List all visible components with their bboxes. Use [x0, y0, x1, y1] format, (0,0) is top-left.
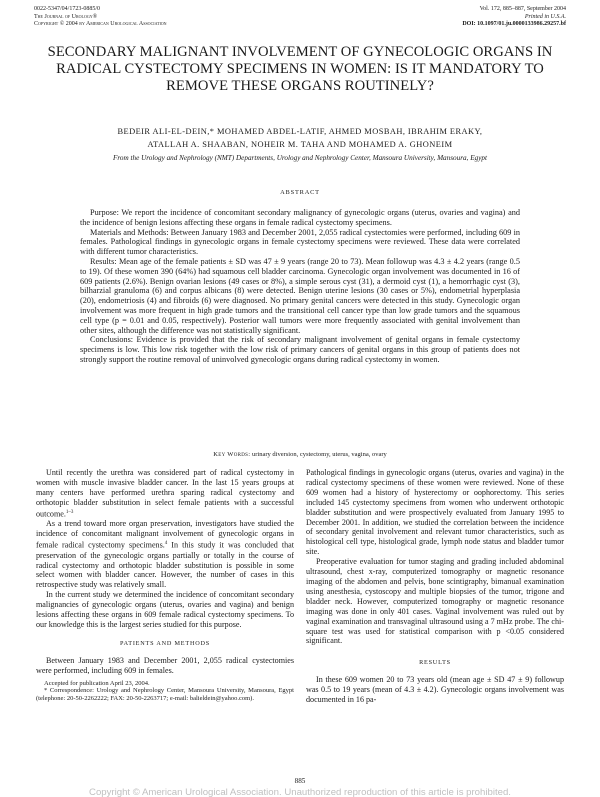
footnote-correspondence: * Correspondence: Urology and Nephrology Center, Mansoura University, Mansoura, Egypt (telephone: 20-50-2262222; FAX: 20-50-2263717; e-mail: balieldein@yahoo.com).: [36, 687, 294, 703]
copyright-line: Copyright © 2004 by American Urological Association: [34, 21, 167, 27]
abstract-results: Results: Mean age of the female patients ± SD was 47 ± 9 years (range 20 to 73). Mean followup was 4.3 ± 4.2 years (range 0.5 to 19). Of these women 390 (64%) had squamous cell bladder carcinoma. Gynecologic organ involvement was documented in 16 of 609 patients (2.6%). Benign ovarian lesions (49 cases or 8%), a simple serous cyst (31), a dermoid cyst (1), a hemorrhagic cyst (3), bilharzial granuloma (6) and corpus albicans (8) were detected. Benign uterine lesions (30 cases or 5%), endometrial hyperplasia (20), endometriosis (4) and fibroids (6) were diagnosed. No primary genital cancers were detected in this study. Gynecologic organ involvement was more frequent in high grade tumors and the transitional cell cancer type than low grade tumors and the squamous cell type (p = 0.01 and 0.05, respectively). Posterior wall tumors were more frequently associated with genital involvement than other sites, although the difference was not statistically significant.: [80, 256, 520, 335]
printed-line: Printed in U.S.A.: [524, 13, 566, 20]
abstract-conclusions: Conclusions: Evidence is provided that the risk of secondary malignant involvement of genital organs in female cystectomy specimens is low. This low risk together with the low risk of primary cancers of genital organs in this group of patients does not strongly support the routine removal of uninvolved gynecologic organs during radical cystectomy in women.: [80, 335, 520, 364]
intro-p1-text: Until recently the urethra was considered part of radical cystectomy in women with muscle invasive bladder cancer. In the last 15 years groups at many centers have performed urethra sparing radical cystectomy and orthotopic bladder substitution in select female patients with a successful outcome.: [36, 468, 294, 519]
author-list: [30, 126, 570, 151]
methods-paragraph-2: Pathological findings in gynecologic organs (uterus, ovaries and vagina) in the radical cystectomy specimens of these women were reviewed. None of these 609 women had a history of hysterectomy or oophorectomy. This series included 145 cystectomy specimens from women who underwent orthotopic bladder substitution and were prospectively evaluated from January 1995 to December 2001. In addition, we studied the correlation between the incidence of secondary genital involvement and relevant tumor characteristics, such as histological cell type, histological grade, lymph node status and bladder tumor site.: [306, 468, 564, 557]
authors-line-1: BEDEIR ALI-EL-DEIN,* MOHAMED ABDEL-LATIF, AHMED MOSBAH, IBRAHIM ERAKY,: [117, 127, 483, 136]
intro-paragraph-2: [36, 519, 294, 590]
affiliation: From the Urology and Nephrology (NMT) Departments, Urology and Nephrology Center, Mansoura University, Mansoura, Egypt: [113, 154, 487, 162]
journal-name: The Journal of Urology®: [34, 13, 98, 20]
abstract-heading: ABSTRACT: [280, 189, 320, 196]
methods-paragraph-1: Between January 1983 and December 2001, 2,055 radical cystectomies were performed, including 609 in females.: [36, 655, 294, 675]
footnote-accepted: Accepted for publication April 23, 2004.: [44, 679, 150, 687]
intro-paragraph-1: [36, 468, 294, 519]
section-heading-results: RESULTS: [419, 659, 451, 667]
keywords: [30, 451, 570, 458]
authors-line-2: ATALLAH A. SHAABAN, NOHEIR M. TAHA AND MOHAMED A. GHONEIM: [147, 139, 453, 149]
intro-paragraph-3: In the current study we determined the incidence of concomitant secondary malignancies of gynecologic organs (uterus, ovaries and vagina) and benign lesions affecting these organs in 609 female radical cystectomy specimens. To our knowledge this is the largest series studied for this purpose.: [36, 590, 294, 629]
abstract-purpose: Purpose: We report the incidence of concomitant secondary malignancy of gynecologic organs (uterus, ovaries and vagina) and the incidence of benign lesions affecting these organs in female radical cystectomy specimens.: [80, 208, 520, 227]
issn-line: 0022-5347/04/1723-0885/0: [34, 6, 100, 12]
intro-p2-text: As a trend toward more organ preservation, investigators have studied the incidence of concomitant malignant involvement of gynecologic organs in female radical cystectomy specimens.: [36, 519, 294, 550]
body-column-right: [306, 468, 564, 705]
body-column-left: [36, 468, 294, 703]
keywords-label: Key Words:: [213, 451, 251, 458]
abstract-methods: Materials and Methods: Between January 1983 and December 2001, 2,055 radical cystectomies were performed, including 609 in females. Pathological findings in gynecologic organs in female cystectomy specimens were reviewed. These data were correlated with different tumor characteristics.: [80, 227, 520, 257]
journal-header-left: [34, 6, 167, 29]
journal-header-right: [462, 6, 566, 29]
copyright-watermark: Copyright © American Urological Association. Unauthorized reproduction of this article is prohibited.: [89, 787, 511, 797]
intro-p2-text-cont: In this study it was concluded that preservation of the gynecologic organs partially or totally in the course of radical cystectomy and orthotopic bladder substitution is possible in some select women with bladder cancer. However, the number of cases in this retrospective study was relatively small.: [36, 540, 295, 590]
citation-ref: 1–3: [65, 509, 74, 515]
abstract-body: [80, 208, 520, 365]
page-number: 885: [294, 777, 306, 785]
results-paragraph-1: In these 609 women 20 to 73 years old (mean age ± SD 47 ± 9) followup was 0.5 to 19 years (mean of 4.3 ± 4.2). Gynecologic organs involvement was documented in 16 pa-: [306, 675, 564, 705]
article-title: SECONDARY MALIGNANT INVOLVEMENT OF GYNECOLOGIC ORGANS IN RADICAL CYSTECTOMY SPECIMENS IN WOMEN: IS IT MANDATORY TO REMOVE THESE ORGANS ROUTINELY?: [47, 44, 553, 94]
section-heading-methods: PATIENTS AND METHODS: [119, 639, 211, 647]
methods-paragraph-3: Preoperative evaluation for tumor staging and grading included abdominal ultrasound, chest x-ray, computerized tomography or magnetic resonance imaging of the abdomen and pelvis, bone scintigraphy, bimanual examination using anesthesia, cystoscopy and multiple biopsies of the tumor, trigone and bladder neck. However, computerized tomography or magnetic resonance imaging was done in only 401 cases. Vaginal involvement was ruled out by vaginal examination and transvaginal ultrasound using a 7 mHz probe. The chi-square test was used for statistical comparison with p <0.05 considered significant.: [306, 557, 564, 646]
keywords-text: urinary diversion, cystectomy, uterus, vagina, ovary: [252, 451, 387, 458]
doi-line: DOI: 10.1097/01.ju.0000133986.29257.bf: [462, 21, 566, 27]
citation-ref: 4: [164, 541, 168, 547]
volume-line: Vol. 172, 885–887, September 2004: [479, 6, 566, 12]
